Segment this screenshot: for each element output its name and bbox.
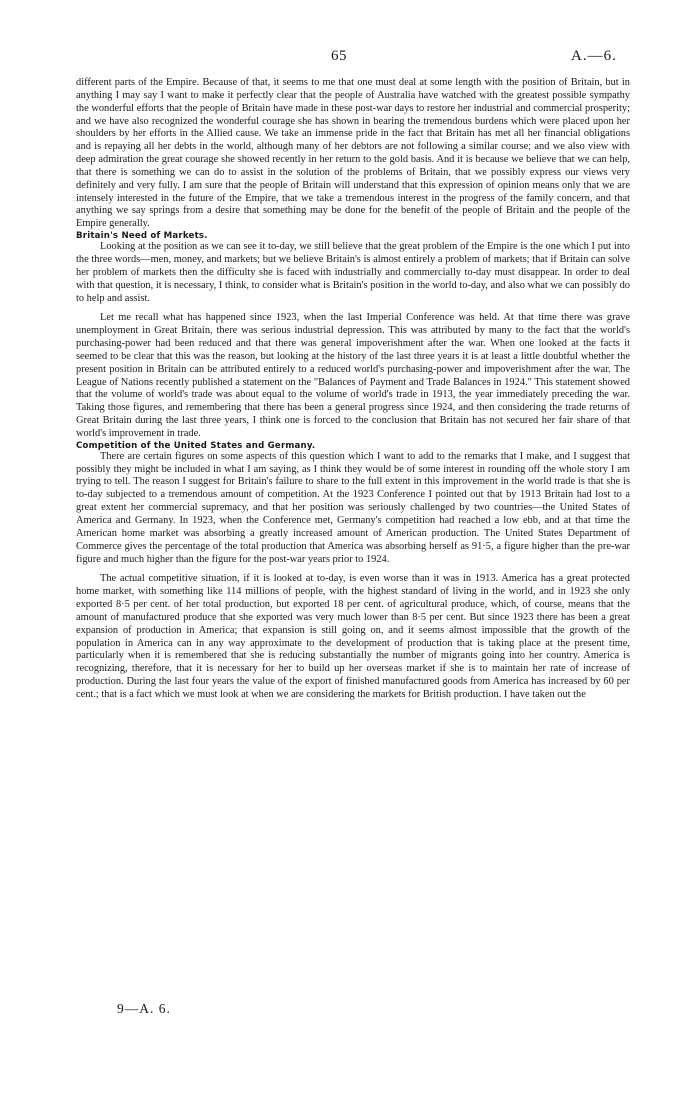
competition-paragraph-1: There are certain figures on some aspects of this question which I want to add to the remarks that I make, and I suggest that possibly they might be included in what I am saying, as I think they would be of some interest in rounding off the whole story I am trying to tell. The reason I suggest for Britain's failure to share to the full extent in this improvement in the world trade is that she is to-day subjected to a tremendous amount of competition. At the 1923 Conference I pointed out that by 1913 Britain had lost to a great extent her commercial supremacy, and that her position was seriously challenged by two countries—the United States of America and Germany. In 1923, when the Conference met, Germany's competition had reached a low ebb, and at that time the American home market was absorbing a greatly increased amount of American production. The United States Department of Commerce gives the percentage of the total production that America was absorbing herself as 91·5, a figure higher than the pre-war figure and much higher than the figure for the post-war years prior to 1924. xyxy=(76,450,630,565)
intro-paragraph: different parts of the Empire. Because of that, it seems to me that one must deal at some length with the position of Britain, but in anything I may say I want to make it perfectly clear that the people of Australia have watched with the greatest possible sympathy the wonderful efforts that the people of Britain have made in these post-war days to restore her industrial and commercial prosperity; and we have also recognized the wonderful courage she has shown in bearing the tremendous burdens which were placed upon her shoulders by her efforts in the Allied cause. We take an immense pride in the fact that Britain has met all her financial obligations and is repaying all her debts in the world, although many of her debtors are not following a similar course; and we also view with deep admiration the great courage she showed recently in her return to the gold basis. And it is because we believe that we can help, that there is something we can do to assist in the solution of the problems of Britain, that we possibly express our views very definitely and very fully. I am sure that the people of Britain will understand that this expression of opinion means only that we are intensely interested in the future of the Empire, that we take a tremendous interest in the progress of the family concern, and that anything we say springs from a desire that something may be done for the benefit of the people of Britain and the people of the Empire generally. xyxy=(76,77,630,230)
paragraph-spacer xyxy=(76,566,630,573)
markets-paragraph-1: Looking at the position as we can see it to-day, we still believe that the great problem of the Empire is the one which I put into the three words—men, money, and markets; but we believe Britain's is almost entirely a problem of markets; that if Britain can solve her problem of markets then the difficulty she is faced with industrially and commercially to-day must disappear. In order to deal with that question, it is necessary, I think, to consider what is Britain's position in the world to-day, and also what we can possibly do to help and assist. xyxy=(76,241,630,304)
section-heading-competition: Competition of the United States and Germany. xyxy=(76,440,316,451)
markets-paragraph-2: Let me recall what has happened since 1923, when the last Imperial Conference was held. At that time there was grave unemployment in Great Britain, there was serious industrial depression. This was attributed by many to the fact that the world's purchasing-power had been reduced and that there was general impoverishment after the war. When one looked at the facts it seemed to be clear that this was the reason, but looking at the history of the last three years it is at least a little doubtful whether the present position in Britain can be attributed entirely to a reduced world's purchasing-power and impoverishment after the war. The League of Nations recently published a statement on the "Balances of Payment and Trade Balances in 1924." This statement showed that the volume of world's trade was about equal to the volume of world's trade in 1913, the year immediately preceding the war. Taking those figures, and remembering that there has been a general progress since 1924, and then considering the trade returns of Great Britain during the last three years, I think one is forced to the conclusion that Britain has not secured her fair share of that world's improvement in trade. xyxy=(76,312,630,439)
page-body xyxy=(76,77,630,702)
page-number: 65 xyxy=(331,48,347,64)
signature-mark: 9—A. 6. xyxy=(117,1001,171,1016)
competition-paragraph-2: The actual competitive situation, if it is looked at to-day, is even worse than it was in 1913. America has a great protected home market, with something like 114 millions of people, with the highest standard of living in the world, and in 1923 she only exported 8·5 per cent. of her total production, but exported 18 per cent. of agricultural produce, which, of course, means that the amount of manufactured produce that she exported was very much lower than 8·5 per cent. But since 1923 there has been a great expansion of production in America; that expansion is still going on, and it seems almost impossible that the growth of the population in America can in any way approximate to the development of production that is taking place at the present time, particularly when it is remembered that she is reducing substantially the number of migrants going into her country. America is recognizing, therefore, that it is necessary for her to build up her overseas market if she is to maintain her rate of increase of production. During the last four years the value of the export of finished manufactured goods from America has increased by 60 per cent.; that is a fact which we must look at when we are considering the markets for British production. I have taken out the xyxy=(76,573,630,700)
paragraph-spacer xyxy=(76,305,630,312)
document-reference: A.—6. xyxy=(571,48,617,64)
section-heading-markets: Britain's Need of Markets. xyxy=(76,231,208,242)
